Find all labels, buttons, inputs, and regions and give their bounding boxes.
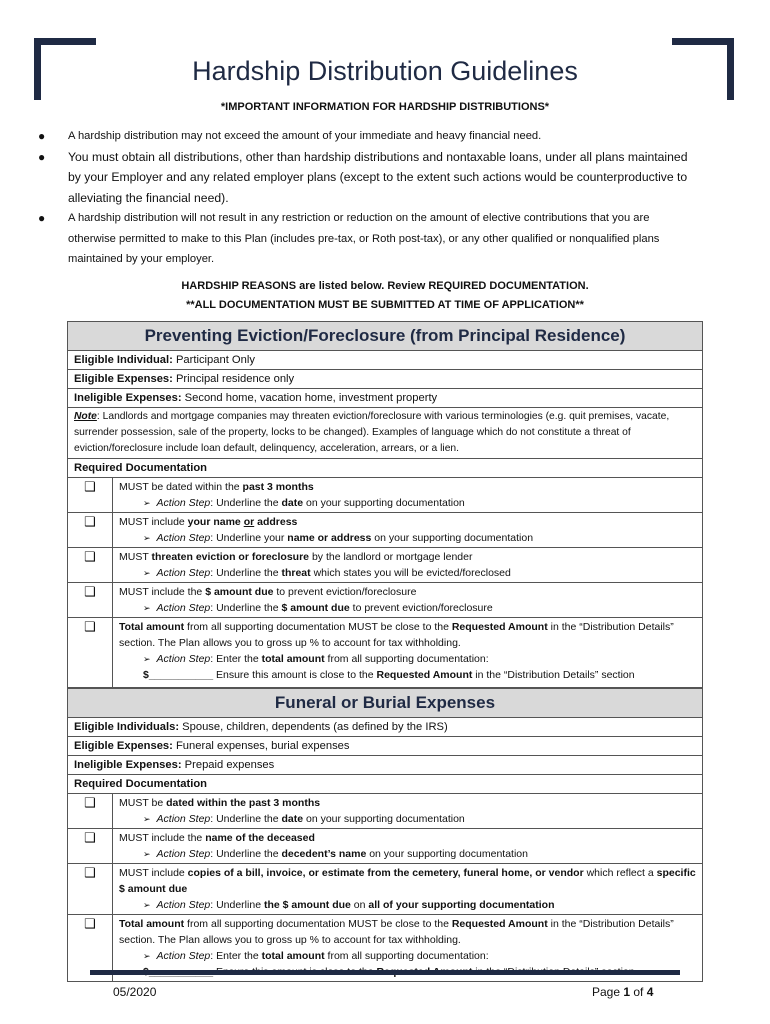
eviction-panel: [67, 321, 703, 688]
ineligible-expenses-row: Ineligible Expenses: Prepaid expenses: [68, 756, 702, 775]
requirement-row: ❑ MUST include copies of a bill, invoice, or estimate from the cemetery, funeral home, or vendor which reflect a specific $ amount due ➢ Action Step: Underline the $ amount due on all of your supporting documentation: [68, 864, 702, 915]
guideline-bullets: [38, 126, 698, 270]
eligible-individual-row: Eligible Individual: Participant Only: [68, 351, 702, 370]
requirement-row: ❑ Total amount from all supporting documentation MUST be close to the Requested Amount in the “Distribution Details” section. The Plan allows you to gross up % to account for tax withholding. ➢ Action Step: Enter the total amount from all supporting documentation: $___________ Ensure this amount is close to the Requested Amount in the “Distribution Details” section: [68, 618, 702, 687]
eligible-expenses-row: Eligible Expenses: Principal residence only: [68, 370, 702, 389]
arrow-icon: ➢: [143, 814, 151, 824]
funeral-panel: [67, 688, 703, 982]
requirement-row: ❑ MUST be dated within the past 3 months ➢ Action Step: Underline the date on your supporting documentation: [68, 794, 702, 829]
arrow-icon: ➢: [143, 849, 151, 859]
requirement-row: ❑ MUST threaten eviction or foreclosure by the landlord or mortgage lender ➢ Action Step: Underline the threat which states you will be evicted/foreclosed: [68, 548, 702, 583]
bullet-item: ● You must obtain all distributions, other than hardship distributions and nontaxable loans, under all plans maintained by your Employer and any related employer plans (except to the extent such actions would be counterproductive to alleviating the financial need).: [38, 147, 698, 209]
checkbox-icon: ❑: [68, 478, 113, 512]
checkbox-icon: ❑: [68, 583, 113, 617]
arrow-icon: ➢: [143, 533, 151, 543]
arrow-icon: ➢: [143, 603, 151, 613]
bullet-dot-icon: ●: [38, 129, 46, 143]
required-documentation-label: Required Documentation: [68, 775, 702, 794]
eviction-heading: Preventing Eviction/Foreclosure (from Principal Residence): [68, 322, 702, 351]
checkbox-icon: ❑: [68, 794, 113, 828]
ineligible-expenses-row: Ineligible Expenses: Second home, vacation home, investment property: [68, 389, 702, 408]
requirement-row: ❑ MUST include your name or address ➢ Action Step: Underline your name or address on your supporting documentation: [68, 513, 702, 548]
checkbox-icon: ❑: [68, 548, 113, 582]
important-subtitle: *IMPORTANT INFORMATION FOR HARDSHIP DISTRIBUTIONS*: [220, 101, 550, 113]
arrow-icon: ➢: [143, 568, 151, 578]
bullet-item: ● A hardship distribution may not exceed the amount of your immediate and heavy financial need.: [38, 126, 698, 147]
footer-divider: [90, 970, 680, 975]
page-number: Page 1 of 4: [592, 985, 654, 999]
requirement-row: ❑ MUST include the name of the deceased ➢ Action Step: Underline the decedent’s name on your supporting documentation: [68, 829, 702, 864]
note-row: Note: Landlords and mortgage companies may threaten eviction/foreclosure with various terminologies (e.g. quit premises, vacate, surrender possession, sale of the property, locks to be changed). Examples of language which do not constitute a threat of eviction/foreclosure include loan default, delinquency, acceleration, arrears, or a lien.: [68, 408, 702, 459]
arrow-icon: ➢: [143, 951, 151, 961]
arrow-icon: ➢: [143, 654, 151, 664]
footer-date: 05/2020: [113, 985, 157, 999]
requirement-row: ❑ Total amount from all supporting documentation MUST be close to the Requested Amount in the “Distribution Details” section. The Plan allows you to gross up % to account for tax withholding. ➢ Action Step: Enter the total amount from all supporting documentation:: [68, 915, 702, 981]
bullet-dot-icon: ●: [38, 149, 46, 164]
bullet-dot-icon: ●: [38, 211, 46, 225]
checkbox-icon: ❑: [68, 864, 113, 914]
eligible-individuals-row: Eligible Individuals: Spouse, children, dependents (as defined by the IRS): [68, 718, 702, 737]
hardship-reasons-notice: HARDSHIP REASONS are listed below. Review REQUIRED DOCUMENTATION. **ALL DOCUMENTATION MUST BE SUBMITTED AT TIME OF APPLICATION**: [181, 280, 589, 311]
arrow-icon: ➢: [143, 900, 151, 910]
bullet-item: ● A hardship distribution will not result in any restriction or reduction on the amount of elective contributions that you are otherwise permitted to make to this Plan (includes pre-tax, or Roth post-tax), or any other qualified or nonqualified plans maintained by your employer.: [38, 208, 698, 270]
funeral-heading: Funeral or Burial Expenses: [68, 689, 702, 718]
arrow-icon: ➢: [143, 498, 151, 508]
checkbox-icon: ❑: [68, 513, 113, 547]
checkbox-icon: ❑: [68, 829, 113, 863]
required-documentation-label: Required Documentation: [68, 459, 702, 478]
checkbox-icon: ❑: [68, 915, 113, 981]
requirement-row: ❑ MUST include the $ amount due to prevent eviction/foreclosure ➢ Action Step: Underline the $ amount due to prevent eviction/foreclosure: [68, 583, 702, 618]
checkbox-icon: ❑: [68, 618, 113, 687]
eligible-expenses-row: Eligible Expenses: Funeral expenses, burial expenses: [68, 737, 702, 756]
document-title: Hardship Distribution Guidelines: [192, 56, 578, 86]
requirement-row: ❑ MUST be dated within the past 3 months ➢ Action Step: Underline the date on your supporting documentation: [68, 478, 702, 513]
